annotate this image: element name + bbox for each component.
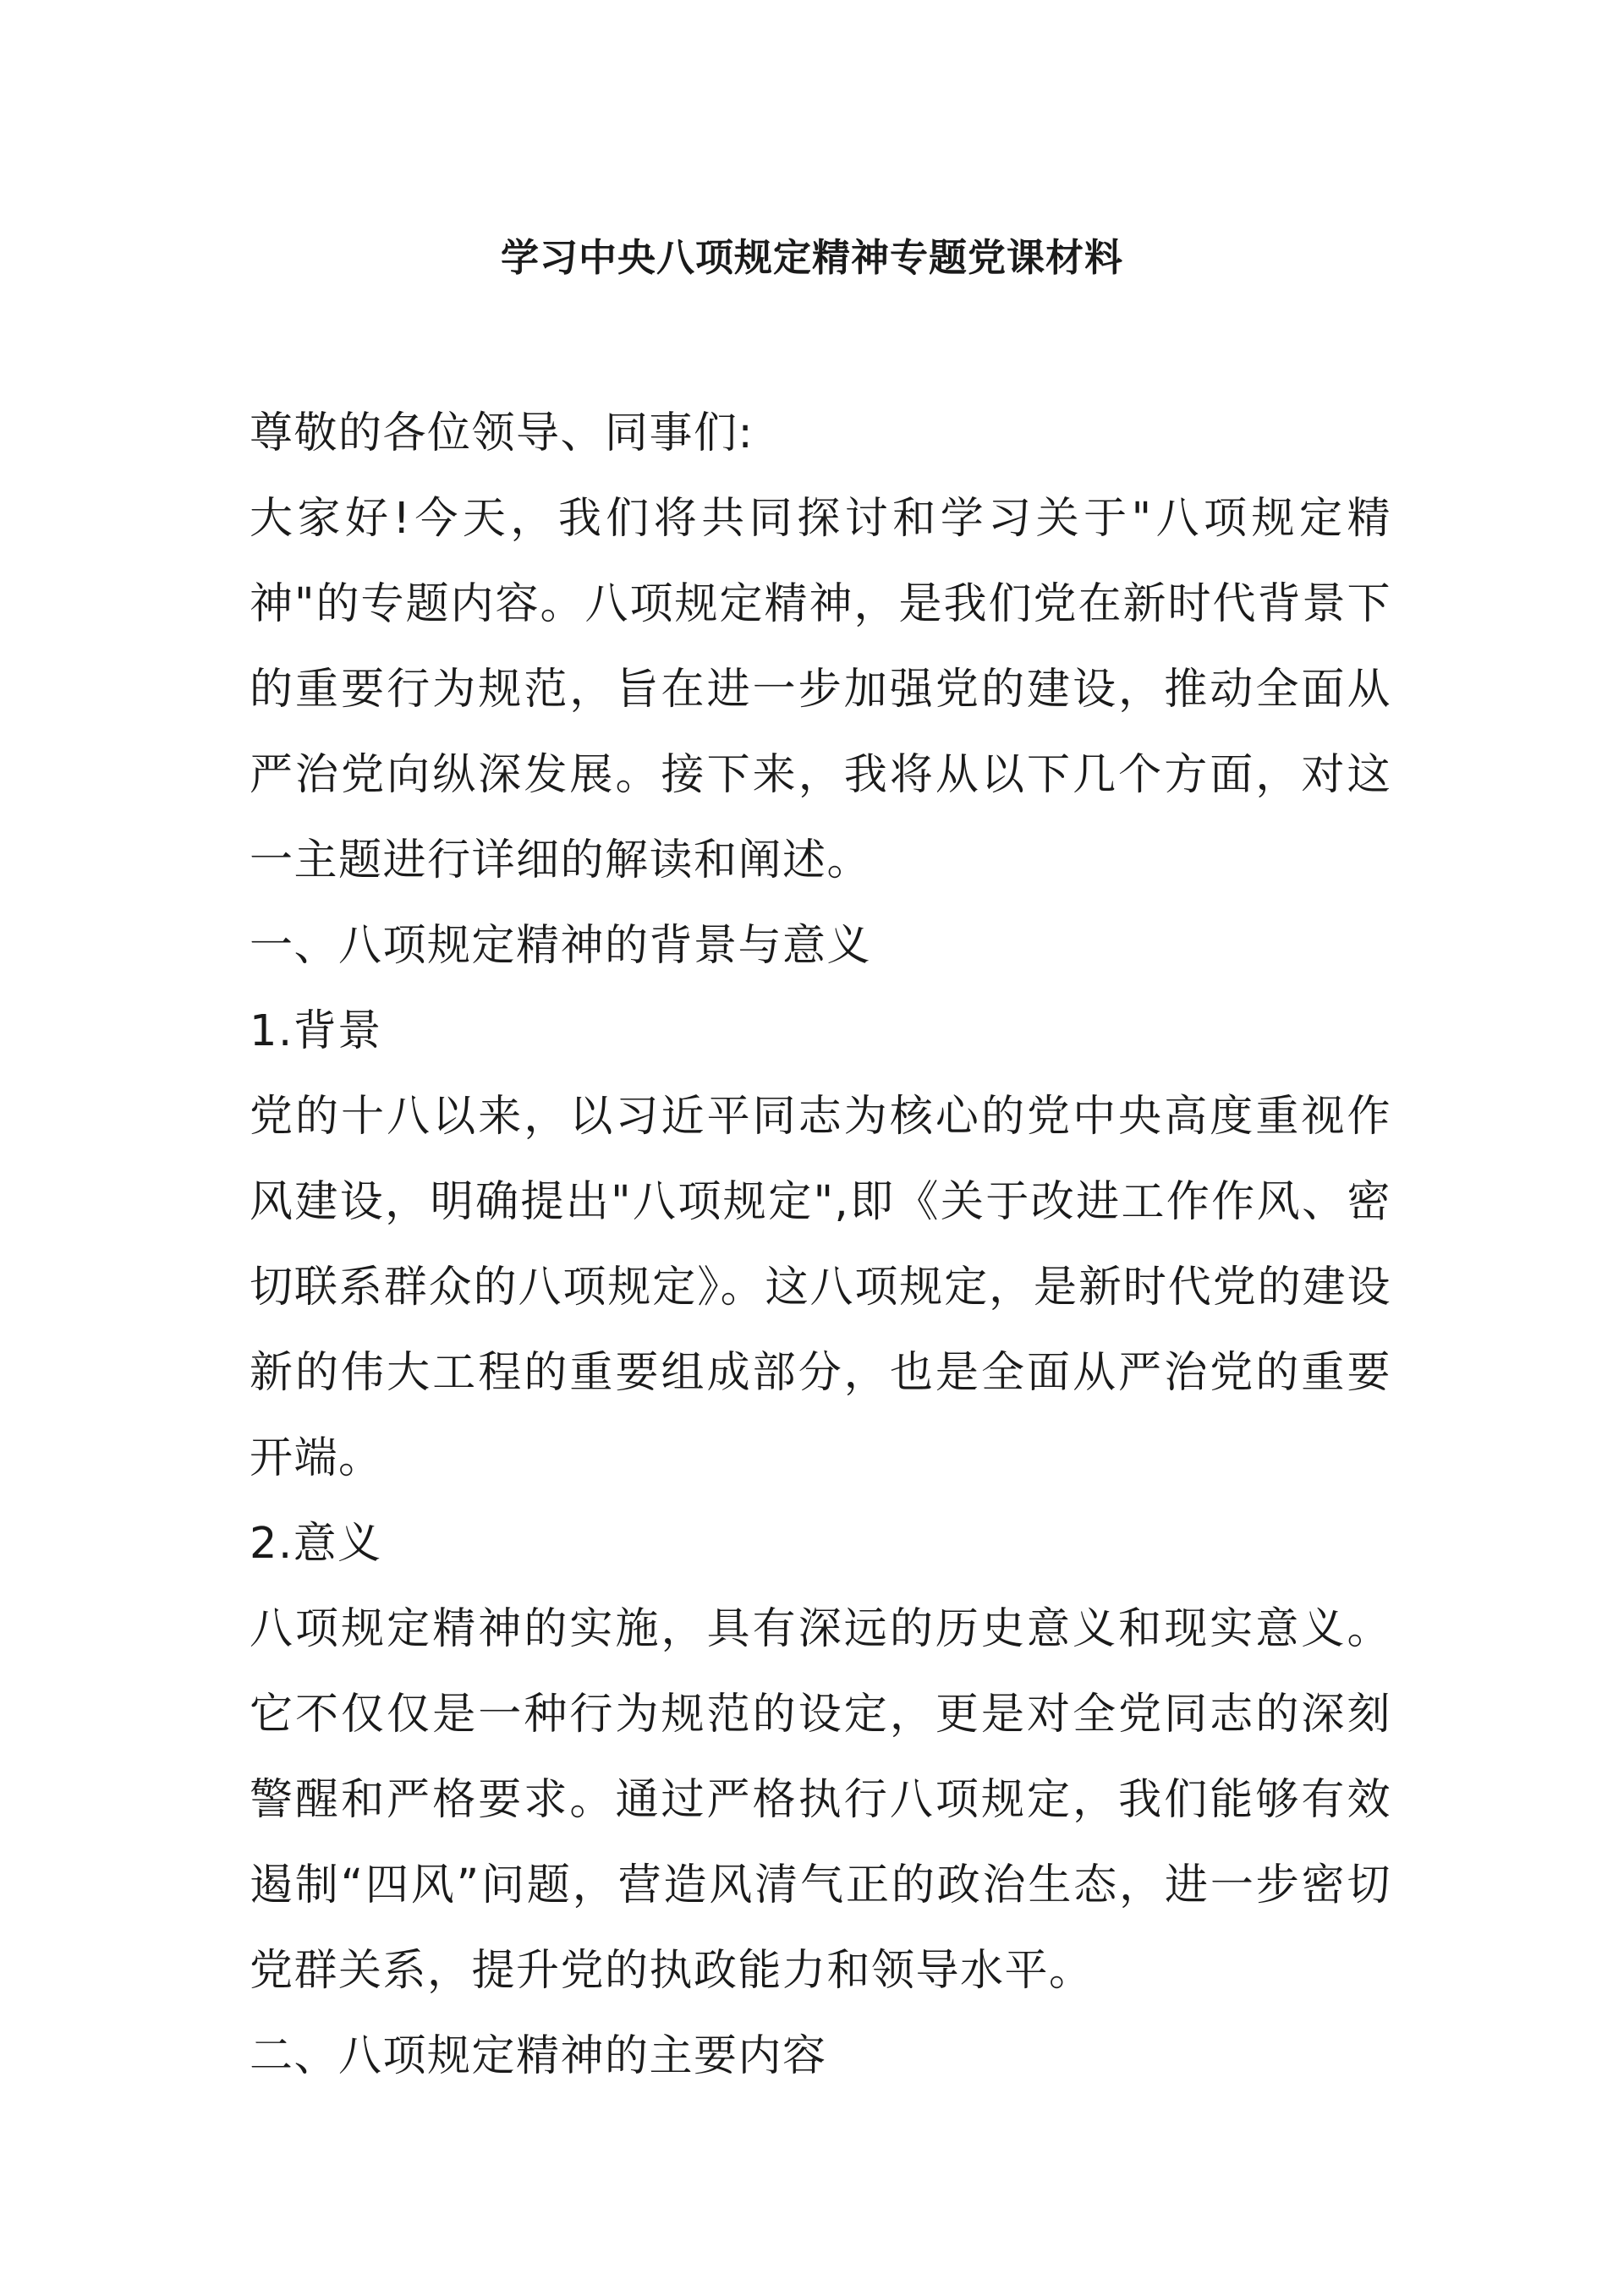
section-heading-2: 二、八项规定精神的主要内容 xyxy=(250,2031,827,2081)
document-body xyxy=(250,391,1391,2099)
document-title: 学习中央八项规定精神专题党课材料 xyxy=(500,235,1123,280)
significance-paragraph: 八项规定精神的实施，具有深远的历史意义和现实意义。它不仅仅是一种行为规范的设定，更是对全党同志的深刻警醒和严格要求。通过严格执行八项规定，我们能够有效遏制“四风”问题，营造风清气正的政治生态，进一步密切党群关系，提升党的执政能力和领导水平。 xyxy=(250,1604,1391,1996)
subheading-significance: 2.意义 xyxy=(250,1519,382,1569)
subheading-background: 1.背景 xyxy=(250,1006,382,1056)
section-heading-1: 一、八项规定精神的背景与意义 xyxy=(250,921,872,971)
intro-paragraph: 大家好!今天，我们将共同探讨和学习关于"八项规定精神"的专题内容。八项规定精神，是我们党在新时代背景下的重要行为规范，旨在进一步加强党的建设，推动全面从严治党向纵深发展。接下来，我将从以下几个方面，对这一主题进行详细的解读和阐述。 xyxy=(250,494,1391,885)
background-paragraph: 党的十八以来，以习近平同志为核心的党中央高度重视作风建设，明确提出"八项规定",即《关于改进工作作风、密切联系群众的八项规定》。这八项规定，是新时代党的建设新的伟大工程的重要组成部分，也是全面从严治党的重要开端。 xyxy=(250,1092,1391,1483)
greeting-paragraph: 尊敬的各位领导、同事们: xyxy=(250,408,754,458)
